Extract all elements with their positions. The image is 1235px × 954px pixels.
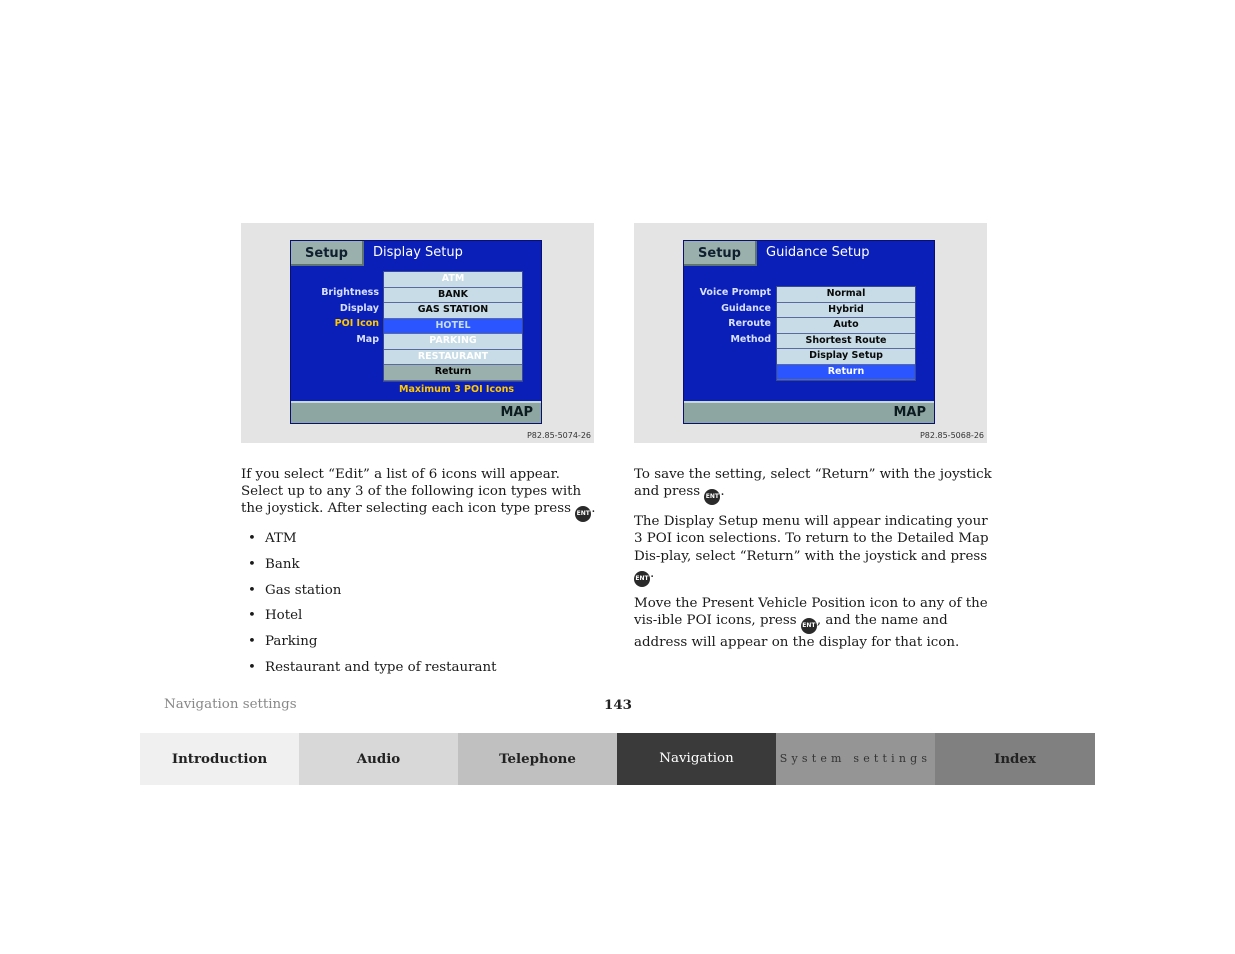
screen-title: Guidance Setup	[766, 245, 870, 260]
menu-item-return: Return	[777, 365, 915, 381]
setting-labels	[681, 287, 771, 349]
list-item: • Gas station	[241, 582, 601, 608]
menu-item-normal: Normal	[777, 287, 915, 303]
display-setup-paragraph: The Display Setup menu will appear indicating your 3 POI icon selections. To return to the Detailed Map Dis-play, select “Return” with the joystick and press ENT.	[634, 513, 996, 587]
enter-button-icon: ENT	[575, 506, 591, 522]
vehicle-position-paragraph: Move the Present Vehicle Position icon to any of the vis-ible POI icons, press ENT, and the name and address will appear on the display for that icon.	[634, 595, 988, 651]
list-item: • ATM	[241, 530, 601, 556]
display-setup-screen	[290, 240, 542, 424]
enter-button-icon: ENT	[801, 618, 817, 634]
poi-icon-menu	[383, 271, 523, 382]
menu-item-gas-station: GAS STATION	[384, 303, 522, 319]
menu-item-hotel: HOTEL	[384, 319, 522, 335]
menu-item-atm: ATM	[384, 272, 522, 288]
guidance-menu	[776, 286, 916, 381]
save-paragraph: To save the setting, select “Return” with the joystick and press ENT.	[634, 466, 996, 505]
map-label: MAP	[500, 405, 533, 420]
label-method: Method	[730, 333, 771, 345]
tab-index[interactable]: Index	[935, 733, 1095, 785]
tab-audio[interactable]: Audio	[299, 733, 458, 785]
menu-item-return: Return	[384, 365, 522, 381]
guidance-setup-screenshot	[634, 223, 987, 443]
label-reroute: Reroute	[728, 318, 771, 329]
icon-type-list	[241, 530, 601, 684]
list-item: • Parking	[241, 633, 601, 659]
page-number: 143	[604, 697, 632, 713]
menu-item-parking: PARKING	[384, 334, 522, 350]
tab-introduction[interactable]: Introduction	[140, 733, 299, 785]
tab-navigation[interactable]: Navigation	[617, 733, 776, 785]
screen-footer	[291, 401, 541, 423]
right-column	[634, 466, 996, 659]
enter-button-icon: ENT	[634, 571, 650, 587]
max-icons-note: Maximum 3 POI Icons	[399, 384, 515, 395]
map-label: MAP	[893, 405, 926, 420]
figure-code: P82.85-5068-26	[919, 431, 984, 440]
menu-item-bank: BANK	[384, 288, 522, 304]
setup-tab: Setup	[291, 241, 364, 266]
intro-paragraph: If you select “Edit” a list of 6 icons will appear. Select up to any 3 of the following icon types with the joystick. After selecting each icon type press ENT.	[241, 466, 601, 522]
label-brightness: Brightness	[321, 287, 379, 298]
label-voice-prompt: Voice Prompt	[699, 287, 771, 298]
label-poi-icon: POI Icon	[334, 318, 379, 329]
label-display: Display	[339, 302, 379, 314]
setting-labels	[289, 287, 379, 349]
figure-code: P82.85-5074-26	[526, 431, 591, 440]
enter-button-icon: ENT	[704, 489, 720, 505]
label-map: Map	[356, 333, 379, 345]
screen-footer	[684, 401, 934, 423]
chapter-tabs	[140, 733, 1095, 785]
display-setup-screenshot	[241, 223, 594, 443]
label-guidance: Guidance	[721, 302, 771, 314]
guidance-setup-screen	[683, 240, 935, 424]
menu-item-shortest-route: Shortest Route	[777, 334, 915, 350]
section-title: Navigation settings	[164, 697, 297, 712]
tab-system-settings[interactable]: System settings	[776, 733, 935, 785]
menu-item-restaurant: RESTAURANT	[384, 350, 522, 366]
menu-item-auto: Auto	[777, 318, 915, 334]
list-item: • Hotel	[241, 607, 601, 633]
list-item: • Restaurant and type of restaurant	[241, 659, 601, 685]
menu-item-display-setup: Display Setup	[777, 349, 915, 365]
tab-telephone[interactable]: Telephone	[458, 733, 617, 785]
setup-tab: Setup	[684, 241, 757, 266]
screen-title: Display Setup	[373, 245, 463, 260]
left-column	[241, 466, 601, 685]
list-item: • Bank	[241, 556, 601, 582]
menu-item-hybrid: Hybrid	[777, 303, 915, 319]
